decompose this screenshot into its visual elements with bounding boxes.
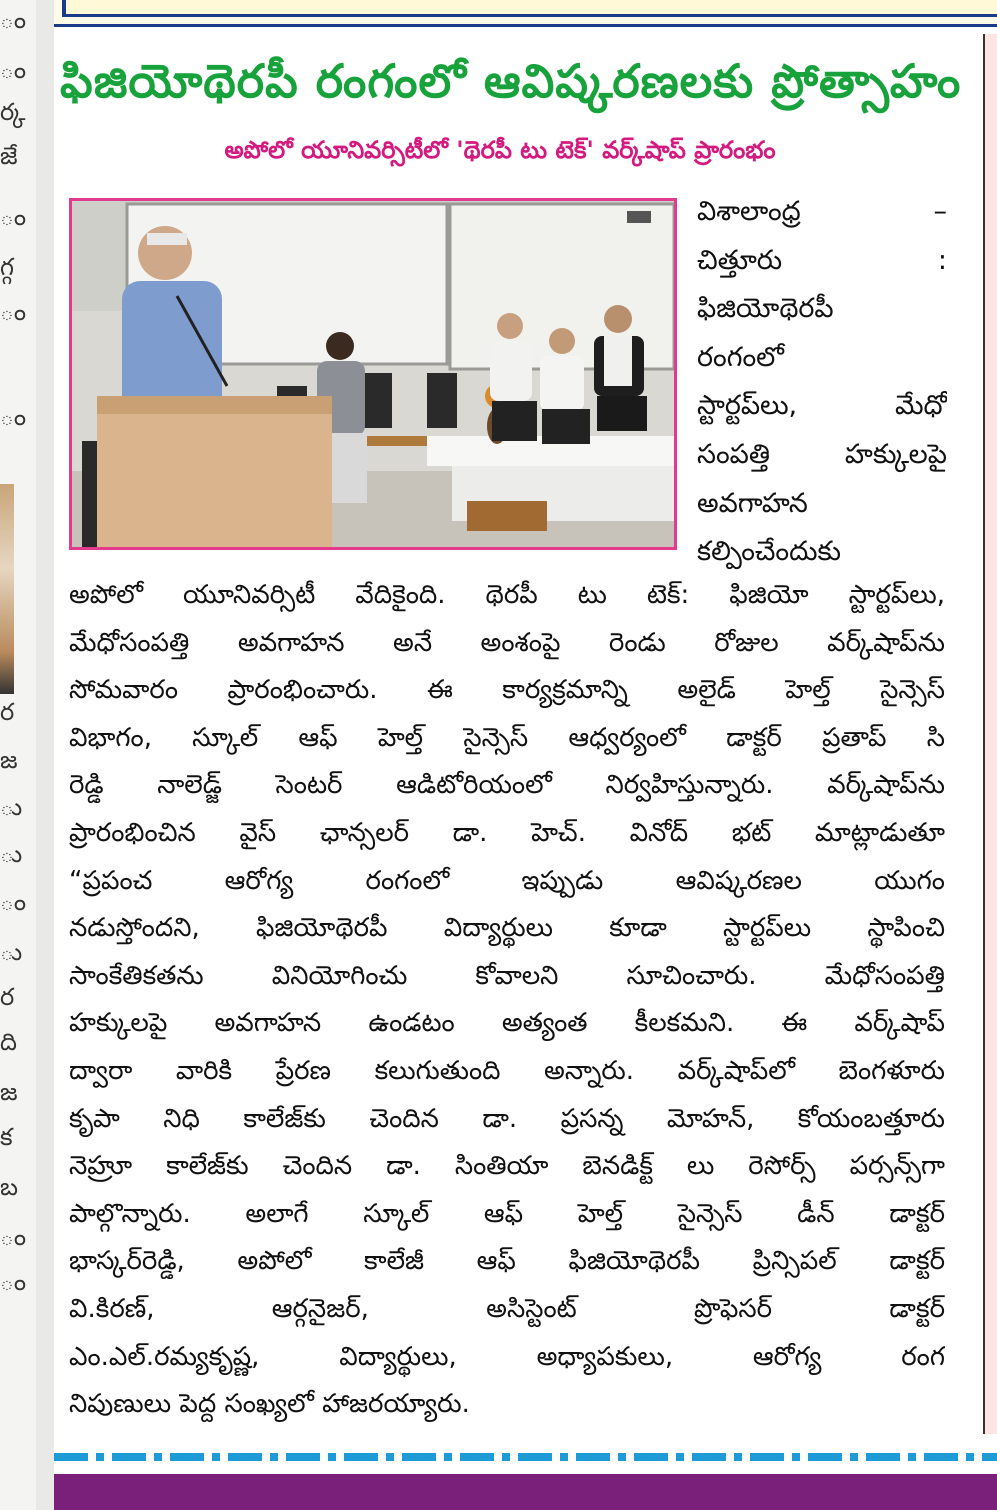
gutter-fragment: ం [0,403,27,431]
dateline-row-1 [697,188,947,237]
side-line: సంపత్తి హక్కులపై [697,438,947,470]
gutter-fragment: ం [0,888,27,916]
adjacent-right-column [983,34,997,1434]
gutter-fragment: ు [0,840,23,868]
dateline-place: చిత్తూరు [697,244,783,276]
gutter-fragment: ం [0,56,27,84]
side-line: అవగాహన [697,487,808,519]
side-line: కల్పించేందుకు [697,536,841,568]
gutter-fragment: ు [0,793,23,821]
gutter-fragment: బ [0,1173,18,1201]
gutter-fragment: ర [0,983,15,1011]
bottom-color-band [54,1474,997,1510]
article-line: కృపా నిధి కాలేజ్‌కు చెందిన డా. ప్రసన్న మోహన్, కోయంబత్తూరు [69,1103,945,1134]
gutter-fragment: ం [0,1268,27,1296]
article-line: సోమవారం ప్రారంభించారు. ఈ కార్యక్రమాన్ని అలైడ్ హెల్త్ సైన్సెస్ [69,675,945,706]
article-line: నిపుణులు పెద్ద సంఖ్యలో హాజరయ్యారు. [69,1389,470,1420]
article-line: రెడ్డి నాలెడ్జ్ సెంటర్ ఆడిటోరియంలో నిర్వహిస్తున్నారు. వర్క్‌షాప్‌ను [69,770,945,801]
adjacent-column-fragment [0,0,36,1510]
gutter-fragment: ం [0,203,27,231]
dateline-colon: : [937,244,947,276]
article-line: వి.కిరణ్, ఆర్గనైజర్, అసిస్టెంట్ ప్రొఫెసర్ డాక్టర్ [69,1293,945,1324]
article-line: ప్రారంభించిన వైస్ ఛాన్సలర్ డా. హెచ్. వినోద్ భట్ మాట్లాడుతూ [69,817,945,848]
side-line: స్టార్టప్‌లు, మేధో [697,390,947,422]
gutter-fragment: క [0,1123,13,1151]
gutter-fragment: ం [0,1223,27,1251]
dateline-dash: – [933,196,947,227]
article-line: హక్కులపై అవగాహన ఉండటం అత్యంత కీలకమని. ఈ వర్క్‌షాప్ [69,1008,945,1039]
subheadline: అపోలో యూనివర్సిటీలో 'థెరపీ టు టెక్' వర్క్‌షాప్ ప్రారంభం [224,136,776,164]
gutter-fragment: జ [0,746,18,774]
side-line: రంగంలో [697,341,784,373]
gutter-fragment: ం [0,6,27,34]
article-line: పాల్గొన్నారు. అలాగే స్కూల్ ఆఫ్ హెల్త్ సైన్సెస్ డీన్ డాక్టర్ [69,1198,945,1229]
workshop-photo-illustration [72,201,674,547]
news-photo [69,198,677,550]
gutter-fragment: ం [0,298,27,326]
article-line: అపోలో యూనివర్సిటీ వేదికైంది. థెరపీ టు టెక్: ఫిజియో స్టార్టప్‌లు, [69,580,945,610]
column-divider [36,0,54,1510]
dateline-newspaper: విశాలాంధ్ర [697,196,801,227]
dateline-row-2 [697,237,947,286]
article-line: “ప్రపంచ ఆరోగ్య రంగంలో ఇప్పుడు ఆవిష్కరణల యుగం [69,865,945,896]
top-frame-inner [62,0,997,17]
article-line: నెహ్రూ కాలేజ్‌కు చెందిన డా. సింతియా బెనడిక్ట్ లు రెసోర్స్ పర్సన్స్‌గా [69,1151,945,1182]
article-line: ద్వారా వారికి ప్రేరణ కలుగుతుంది అన్నారు. వర్క్‌షాప్‌లో బెంగళూరు [69,1055,945,1086]
gutter-fragment: ర [0,698,15,726]
top-frame-band [54,0,997,27]
article-line: సాంకేతికతను వినియోగించు కోవాలని సూచించారు. మేధోసంపత్తి [69,960,945,991]
article-line: ఎం.ఎల్.రమ్యకృష్ణ, విద్యార్థులు, అధ్యాపకులు, ఆరోగ్య రంగ [69,1341,945,1372]
gutter-fragment: గ్గ [0,253,14,281]
gutter-fragment: జే [0,142,18,170]
article-line: నడుస్తోందని, ఫిజియోథెరపీ విద్యార్థులు కూడా స్టార్టప్‌లు స్థాపించి [69,913,945,944]
article-line: మేధోసంపత్తి అవగాహన అనే అంశంపై రెండు రోజుల వర్క్‌షాప్‌ను [69,627,945,658]
article-body [69,572,945,1429]
adjacent-photo-fragment [0,484,14,694]
headline: ఫిజియోథెరపీ రంగంలో ఆవిష్కరణలకు ప్రోత్సాహం [60,54,962,108]
side-column-text [697,188,947,577]
article-line: విభాగం, స్కూల్ ఆఫ్ హెల్త్ సైన్సెస్ ఆధ్వర్యంలో డాక్టర్ ప్రతాప్ సి [69,722,945,753]
gutter-fragment: ు [0,938,23,966]
gutter-fragment: ది [0,1028,17,1056]
side-line: ఫిజియోథెరపీ [697,293,834,325]
article-line: భాస్కర్‌రెడ్డి, అపోలో కాలేజీ ఆఫ్ ఫిజియోథెరపీ ప్రిన్సిపల్ డాక్టర్ [69,1246,945,1277]
bottom-dash-divider [54,1453,997,1461]
gutter-fragment: ర్క [0,98,26,126]
gutter-fragment: జ [0,1078,18,1106]
